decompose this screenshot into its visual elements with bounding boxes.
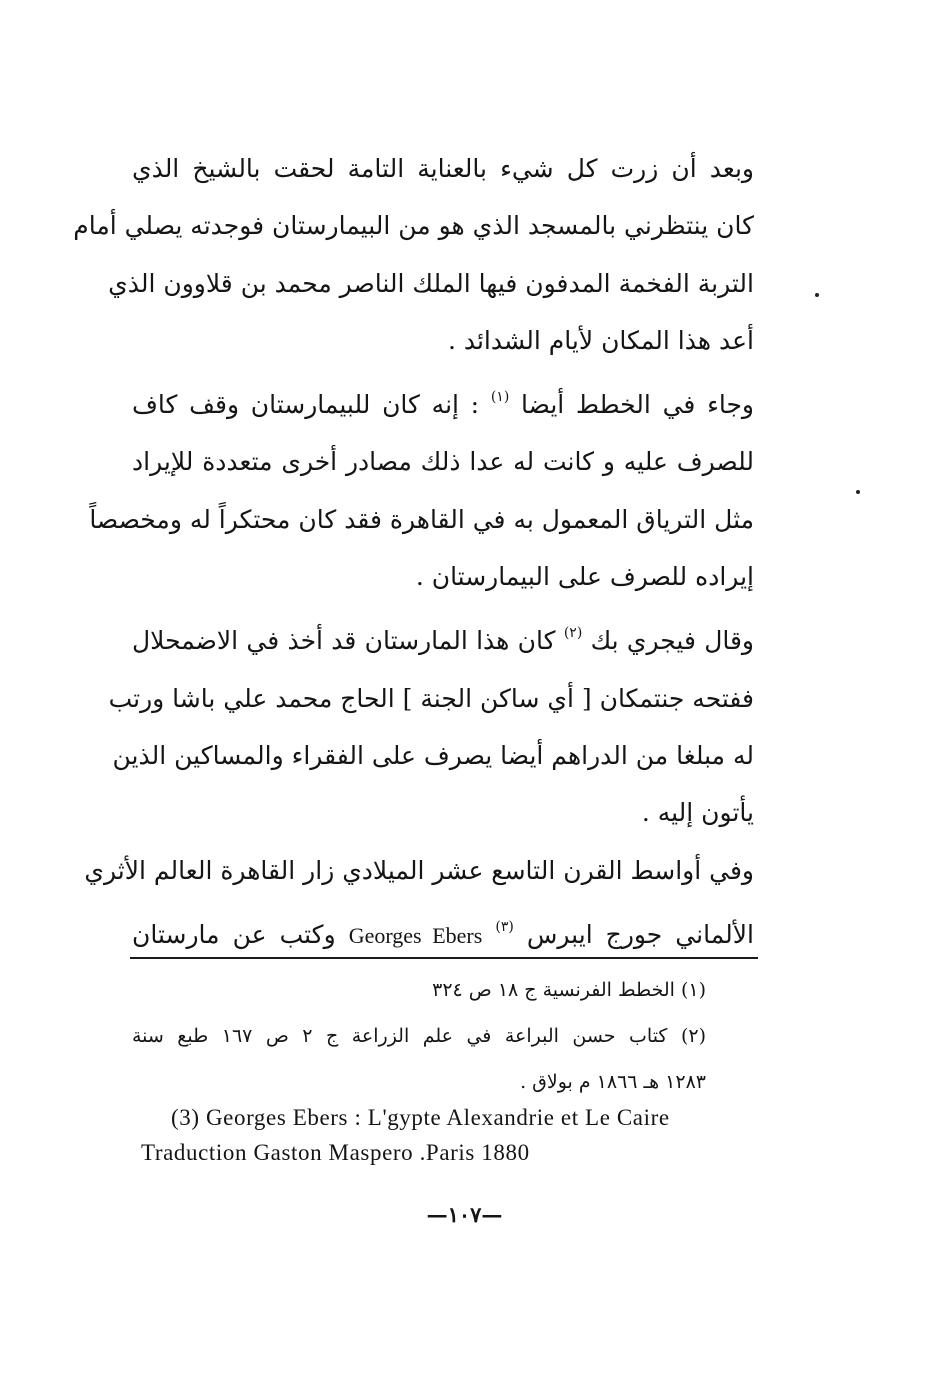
footnote-ref: (٣) [495, 918, 514, 935]
footnote-divider [130, 957, 758, 959]
text-line: أعد هذا المكان لأيام الشدائد . [447, 325, 754, 355]
footnotes [132, 967, 754, 1105]
body-text [73, 140, 754, 964]
text-segment: الألماني جورج ايبرس [526, 919, 754, 949]
text-line [132, 899, 754, 964]
paragraph-4 [84, 842, 754, 965]
text-line: للصرف عليه و كانت له عدا ذلك مصادر أخرى متعددة للإيراد [132, 447, 754, 477]
text-segment: وجاء في الخطط أيضا [521, 390, 754, 420]
text-line: ففتحه جنتمكان [ أي ساكن الجنة ] الحاج محمد علي باشا ورتب [108, 683, 754, 713]
footnote-3-line-2: Traduction Gaston Maspero .Paris 1880 [141, 1140, 530, 1165]
scan-speck [815, 293, 819, 297]
text-line: وبعد أن زرت كل شيء بالعناية التامة لحقت بالشيخ الذي [132, 154, 754, 183]
paragraph-3 [108, 605, 754, 841]
footnote-3 [141, 1100, 741, 1170]
text-line: مثل الترياق المعمول به في القاهرة فقد كان محتكراً له ومخصصاً [89, 504, 754, 534]
text-line: إيراده للصرف على البيمارستان . [415, 562, 754, 592]
text-segment: : إنه كان للبيمارستان وقف كاف [132, 390, 480, 420]
paragraph-1 [73, 140, 754, 369]
scan-speck [856, 490, 860, 494]
latin-name: Georges Ebers [348, 922, 483, 948]
text-line: له مبلغا من الدراهم أيضا يصرف على الفقراء والمساكين الذين [112, 740, 754, 770]
text-line [132, 605, 754, 669]
text-line: كان ينتظرني بالمسجد الذي هو من البيمارستان فوجدته يصلي أمام [73, 211, 754, 241]
text-line: يأتون إليه . [641, 798, 754, 828]
text-line: وفي أواسط القرن التاسع عشر الميلادي زار القاهرة العالم الأثري [84, 855, 754, 885]
footnote-ref: (٢) [563, 625, 583, 642]
text-segment: وقال فيجري بك [590, 626, 754, 656]
footnote-2: (٢) كتاب حسن البراعة في علم الزراعة ج ٢ ص ١٦٧ طبع سنة [132, 1025, 706, 1047]
text-line [132, 369, 754, 433]
footnote-1: (١) الخطط الفرنسية ج ١٨ ص ٣٢٤ [432, 979, 706, 1001]
paragraph-2 [89, 369, 754, 605]
footnote-ref: (١) [490, 389, 510, 406]
footnote-2-continuation: ١٢٨٣ هـ ١٨٦٦ م بولاق . [520, 1071, 706, 1093]
text-line: التربة الفخمة المدفون فيها الملك الناصر محمد بن قلاوون الذي [108, 268, 754, 298]
text-segment: كان هذا المارستان قد أخذ في الاضمحلال [132, 626, 556, 656]
footnote-3-line-1: (3) Georges Ebers : L'gypte Alexandrie et Le Caire [171, 1105, 670, 1130]
text-segment: وكتب عن مارستان [132, 919, 336, 949]
page-number: —١٠٧— [426, 1202, 503, 1227]
